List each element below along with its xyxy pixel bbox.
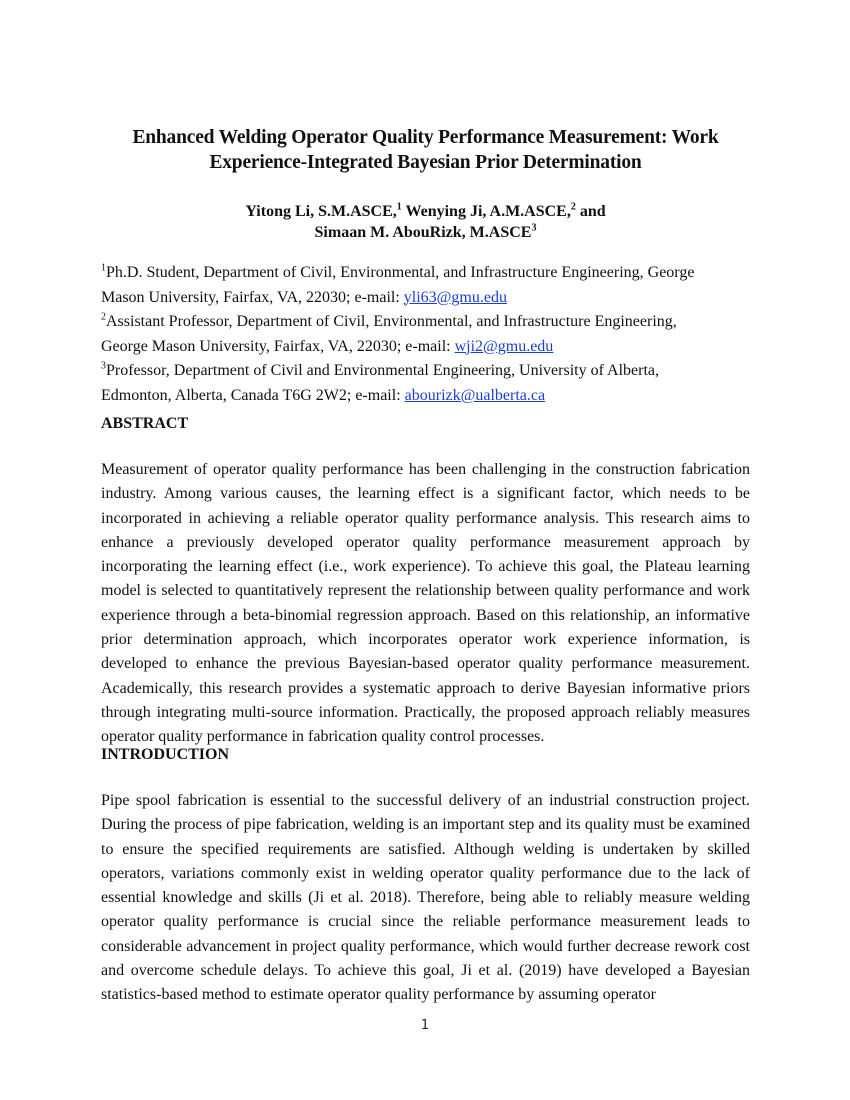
page-number: 1: [420, 1018, 430, 1033]
paper-title: [101, 125, 750, 175]
affiliation-3: [101, 359, 750, 408]
author-2-affil-marker: 2: [570, 201, 576, 213]
authors-conjunction: and: [575, 203, 606, 220]
author-3-affil-marker: 3: [531, 222, 537, 234]
email-link[interactable]: abourizk@ualberta.ca: [404, 386, 546, 404]
author-1-affil-marker: 1: [396, 201, 402, 213]
affiliation-address: George Mason University, Fairfax, VA, 22030; e-mail:: [101, 337, 455, 355]
affiliation-marker: 2: [101, 311, 106, 323]
introduction-paragraph: Pipe spool fabrication is essential to the successful delivery of an industrial construction project. During the process of pipe fabrication, welding is an important step and its quality must be examined to ensure the specified requirements are satisfied. Although welding is undertaken by skilled operators, variations commonly exist in welding operator quality performance due to the lack of essential knowledge and skills (Ji et al. 2018). Therefore, being able to reliably measure welding operator quality performance is crucial since the reliable performance measurement leads to considerable advancement in project quality performance, which would further decrease rework cost and overcome schedule delays. To achieve this goal, Ji et al. (2019) have developed a Bayesian statistics-based method to estimate operator quality performance by assuming operator: [101, 792, 750, 1004]
author-1-name: Yitong Li, S.M.ASCE,: [245, 203, 397, 220]
author-2-name: Wenying Ji, A.M.ASCE,: [401, 203, 571, 220]
introduction-heading: INTRODUCTION: [101, 746, 230, 763]
title-line-2: Experience-Integrated Bayesian Prior Determination: [209, 152, 642, 173]
affiliations: [101, 261, 750, 408]
affiliation-text: Assistant Professor, Department of Civil, Environmental, and Infrastructure Engineering,: [106, 313, 677, 330]
affiliation-text: Ph.D. Student, Department of Civil, Environmental, and Infrastructure Engineering, George: [106, 264, 695, 281]
affiliation-2: [101, 310, 750, 359]
title-line-1: Enhanced Welding Operator Quality Performance Measurement: Work: [132, 127, 719, 148]
affiliation-1: [101, 261, 750, 310]
affiliation-marker: 3: [101, 360, 106, 372]
email-link[interactable]: wji2@gmu.edu: [454, 337, 554, 355]
author-list: [101, 201, 750, 243]
email-link[interactable]: yli63@gmu.edu: [403, 288, 507, 306]
abstract-heading: ABSTRACT: [101, 415, 189, 432]
abstract-paragraph: Measurement of operator quality performance has been challenging in the construction fabrication industry. Among various causes, the learning effect is a significant factor, which needs to be incorporated in achieving a reliable operator quality performance analysis. This research aims to enhance a previously developed operator quality performance measurement approach by incorporating the learning effect (i.e., work experience). To achieve this goal, the Plateau learning model is selected to quantitatively represent the relationship between quality performance and work experience through a beta-binomial regression approach. Based on this relationship, an informative prior determination approach, which incorporates operator work experience information, is developed to enhance the previous Bayesian-based operator quality performance measurement. Academically, this research provides a systematic approach to derive Bayesian informative priors through integrating multi-source information. Practically, the proposed approach reliably measures operator quality performance in fabrication quality control processes.: [101, 461, 750, 746]
authors-line-2: [101, 222, 750, 243]
affiliation-marker: 1: [101, 262, 106, 274]
affiliation-address: Edmonton, Alberta, Canada T6G 2W2; e-mail:: [101, 386, 405, 404]
affiliation-text: Professor, Department of Civil and Environmental Engineering, University of Alberta,: [106, 362, 660, 379]
authors-line-1: [101, 201, 750, 222]
affiliation-address: Mason University, Fairfax, VA, 22030; e-mail:: [101, 288, 404, 306]
author-3-name: Simaan M. AbouRizk, M.ASCE: [314, 224, 532, 241]
